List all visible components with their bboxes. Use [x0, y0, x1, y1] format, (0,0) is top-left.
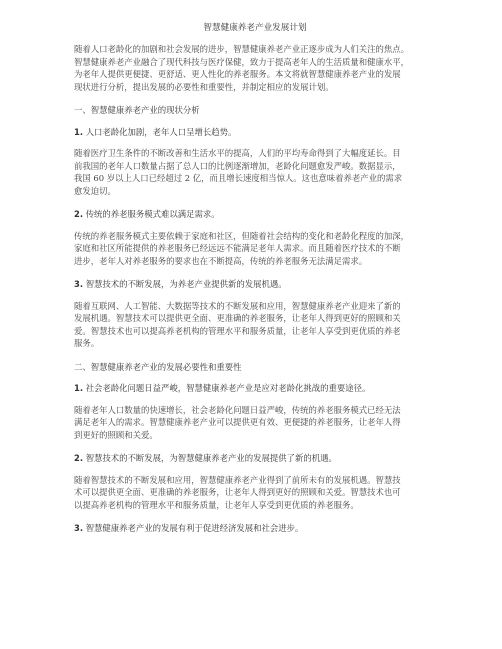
item-text: 智慧技术的不断发展，为养老产业提供新的发展机遇。 [85, 279, 287, 290]
section-heading-2: 二、智慧健康养老产业的发展必要性和重要性 [74, 361, 242, 372]
paragraph-2-2 [74, 474, 436, 512]
text-line: 随着互联网、人工智能、大数据等技术的不断发展和应用，智慧健康养老产业迎来了新的 [74, 300, 401, 311]
item-number: 2. [74, 209, 84, 220]
text-line: 以提高养老机构的管理水平和服务质量，让老年人享受到更优质的养老服务。 [74, 500, 359, 510]
text-line: 传统的养老服务模式主要依赖于家庭和社区，但随着社会结构的变化和老龄化程度的加深， [74, 230, 409, 241]
text-line: 家庭和社区所能提供的养老服务已经远远不能满足老年人需求。而且随着医疗技术的不断 [74, 243, 401, 254]
section-heading-1: 一、智慧健康养老产业的现状分析 [74, 104, 200, 115]
item-text: 传统的养老服务模式难以满足需求。 [85, 209, 220, 220]
subheading-1-2 [74, 208, 436, 221]
text-line: 进步，老年人对养老服务的要求也在不断提高，传统的养老服务无法满足需求。 [74, 255, 368, 266]
item-number: 1. [74, 126, 84, 137]
item-number: 3. [74, 279, 84, 290]
subheading-2-2 [74, 452, 436, 465]
paragraph-1-1 [74, 147, 436, 197]
paragraph-1-2 [74, 230, 436, 268]
subheading-1-1 [74, 126, 436, 139]
subheading-2-1 [74, 382, 436, 395]
text-line: 愈发迫切。 [74, 185, 116, 196]
item-number: 2. [74, 453, 84, 464]
item-text: 智慧健康养老产业的发展有利于促进经济发展和社会进步。 [85, 523, 304, 534]
item-number: 3. [74, 523, 84, 534]
item-text: 智慧技术的不断发展，为智慧健康养老产业的发展提供了新的机遇。 [85, 453, 337, 464]
text-line: 随着人口老龄化的加剧和社会发展的进步，智慧健康养老产业正逐步成为人们关注的焦点。 [74, 44, 409, 54]
text-line: 随着智慧技术的不断发展和应用，智慧健康养老产业得到了前所未有的发展机遇。智慧技 [74, 474, 401, 485]
paragraph-2-1 [74, 404, 436, 442]
text-line: 满足老年人的需求。智慧健康养老产业可以提供更有效、更便捷的养老服务，让老年人得 [74, 417, 401, 428]
text-line: 我国 60 岁以上人口已经超过 2 亿，而且增长速度相当惊人。这也意味着养老产业的需求 [74, 173, 403, 184]
text-line: 随着老年人口数量的快速增长，社会老龄化问题日益严峻，传统的养老服务模式已经无法 [74, 404, 401, 415]
paragraph-1-3 [74, 300, 436, 350]
document-title: 智慧健康养老产业发展计划 [203, 23, 307, 33]
item-number: 1. [74, 383, 84, 394]
item-text: 社会老龄化问题日益严峻，智慧健康养老产业是应对老龄化挑战的重要途径。 [85, 383, 371, 394]
text-line: 服务。 [74, 338, 100, 349]
text-line: 到更好的照顾和关爱。 [74, 430, 158, 441]
text-line: 爱。智慧技术也可以提高养老机构的管理水平和服务质量，让老年人享受到更优质的养老 [74, 325, 401, 336]
text-line: 为老年人提供更便捷、更舒适、更人性化的养老服务。本文将就智慧健康养老产业的发展 [74, 69, 401, 80]
subheading-1-3 [74, 278, 436, 291]
text-line: 前我国的老年人口数量占据了总人口的比例逐渐增加，老龄化问题愈发严峻。数据显示， [74, 160, 401, 171]
text-line: 智慧健康养老产业融合了现代科技与医疗保健，致力于提高老年人的生活质量和健康水平， [74, 56, 409, 67]
text-line: 术可以提供更全面、更准确的养老服务，让老年人得到更好的照顾和关爱。智慧技术也可 [74, 487, 401, 498]
document-page [74, 22, 436, 544]
intro-paragraph [74, 43, 436, 93]
text-line: 发展机遇。智慧技术可以提供更全面、更准确的养老服务，让老年人得到更好的照顾和关 [74, 313, 401, 324]
subheading-2-3 [74, 522, 436, 535]
item-text: 人口老龄化加剧，老年人口呈增长趋势。 [85, 126, 237, 137]
text-line: 随着医疗卫生条件的不断改善和生活水平的提高，人们的平均寿命得到了大幅度延长。目 [74, 148, 401, 159]
text-line: 现状进行分析，提出发展的必要性和重要性，并制定相应的发展计划。 [74, 81, 334, 92]
